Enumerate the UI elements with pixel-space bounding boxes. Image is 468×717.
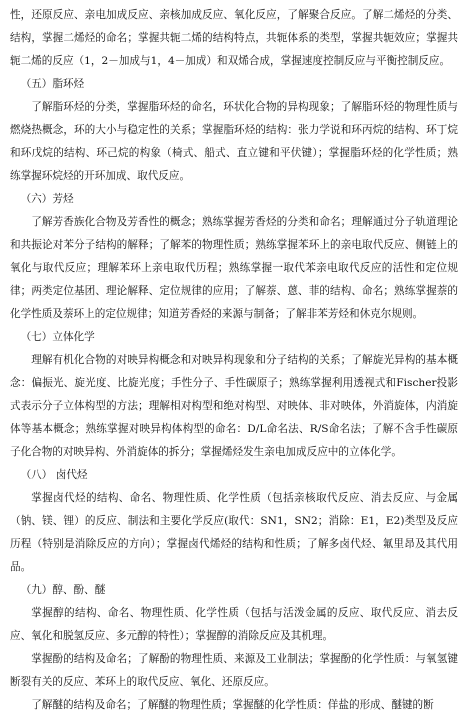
section-paragraph-phenol: 掌握酚的结构及命名；了解酚的物理性质、来源及工业制法；掌握酚的化学性质：与氧氢键断裂有关的反应、苯环上的取代反应、氧化、还原反应。 — [10, 653, 458, 688]
section-paragraph-alcohol: 掌握醇的结构、命名、物理性质、化学性质（包括与活泼金属的反应、取代反应、消去反应、氧化和脱氢反应、多元醇的特性）；掌握醇的消除反应及其机理。 — [10, 607, 458, 642]
section-heading-alcohol-phenol-ether: （九）醇、酚、醚 — [20, 584, 106, 596]
intro-paragraph: 性，还原反应、亲电加成反应、亲核加成反应、氧化反应，了解聚合反应。了解二烯烃的分类、结构，掌握二烯烃的命名；掌握共轭二烯的结构特点，共轭体系的类型，掌握共轭效应；掌握共轭二烯的反应（1，2－加成与1，4－加成）和双烯合成，掌握速度控制反应与平衡控制反应。 — [10, 9, 458, 67]
section-paragraph-ether: 了解醚的结构及命名；了解醚的物理性质；掌握醚的化学性质：佯盐的形成、醚键的断 — [31, 699, 434, 711]
section-heading-haloalkane: （八） 卤代烃 — [20, 469, 88, 481]
section-paragraph-stereochemistry: 理解有机化合物的对映异构概念和对映异构现象和分子结构的关系；了解旋光异构的基本概念：偏振光、旋光度、比旋光度；手性分子、手性碳原子；熟练掌握利用透视式和Fischer投影式表示分子立体构型的方法；理解相对构型和绝对构型、对映体、非对映体，外消旋体，内消旋体等基本概念；熟练掌握对映异构体构型的命名：D/L命名法、R/S命名法；了解不含手性碳原子化合物的对映异构、外消旋体的拆分；掌握烯烃发生亲电加成反应中的立体化学。 — [10, 354, 458, 458]
section-heading-stereochemistry: （七）立体化学 — [20, 331, 95, 343]
section-heading-alicyclic: （五）脂环烃 — [20, 78, 85, 90]
section-heading-aromatic: （六）芳烃 — [20, 193, 74, 205]
section-paragraph-haloalkane: 掌握卤代烃的结构、命名、物理性质、化学性质（包括亲核取代反应、消去反应、与金属（钠、镁、锂）的反应、制法和主要化学反应(取代：SN1，SN2；消除：E1，E2)类型及反应历程（特别是消除反应的方向）；掌握卤代烯烃的结构和性质；了解多卤代烃、氟里昂及其代用品。 — [10, 492, 458, 573]
section-paragraph-alicyclic: 了解脂环烃的分类，掌握脂环烃的命名，环状化合物的异构现象；了解脂环烃的物理性质与燃烧热概念，环的大小与稳定性的关系；掌握脂环烃的结构：张力学说和环丙烷的结构、环丁烷和环戊烷的结构、环己烷的构象（椅式、船式、直立键和平伏键）；掌握脂环烃的化学性质；熟练掌握环烷烃的开环加成、取代反应。 — [10, 101, 458, 182]
section-paragraph-aromatic: 了解芳香族化合物及芳香性的概念；熟练掌握芳香烃的分类和命名；理解通过分子轨道理论和共振论对苯分子结构的解释；了解苯的物理性质；熟练掌握苯环上的亲电取代反应、侧链上的氧化与取代反应；理解苯环上亲电取代历程；熟练掌握一取代苯亲电取代反应的活性和定位规律；两类定位基团、理论解释、定位规律的应用；了解萘、蒽、菲的结构、命名；熟练掌握萘的化学性质及萘环上的定位规律；知道芳香烃的来源与制备；了解非苯芳烃和休克尔规则。 — [10, 216, 458, 320]
